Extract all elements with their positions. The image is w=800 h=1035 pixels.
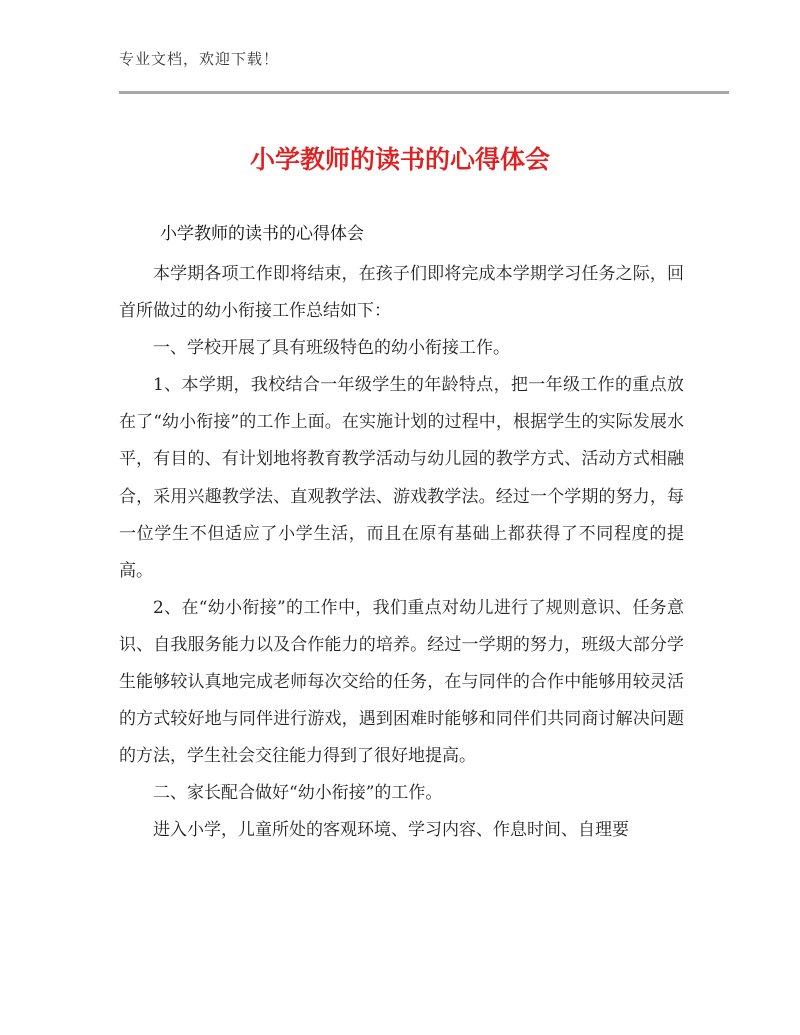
header-divider [119,91,729,94]
paragraph: 1、本学期，我校结合一年级学生的年龄特点，把一年级工作的重点放在了“幼小衔接”的工作上面。在实施计划的过程中，根据学生的实际发展水平，有目的、有计划地将教育教学活动与幼儿园的教学方式、活动方式相融合，采用兴趣教学法、直观教学法、游戏教学法。经过一个学期的努力，每一位学生不但适应了小学生活，而且在原有基础上都获得了不同程度的提高。 [119,375,684,581]
paragraph: 2、在“幼小衔接”的工作中，我们重点对幼儿进行了规则意识、任务意识、自我服务能力以及合作能力的培养。经过一学期的努力，班级大部分学生能够较认真地完成老师每次交给的任务，在与同伴的合作中能够用较灵活的方式较好地与同伴进行游戏，遇到困难时能够和同伴们共同商讨解决问题的方法，学生社会交往能力得到了很好地提高。 [119,597,684,767]
document-title: 小学教师的读书的心得体会 [249,145,550,174]
paragraph: 本学期各项工作即将结束，在孩子们即将完成本学期学习任务之际，回首所做过的幼小衔接工作总结如下： [119,264,684,322]
document-subtitle: 小学教师的读书的心得体会 [160,224,364,244]
paragraph: 进入小学，儿童所处的客观环境、学习内容、作息时间、自理要 [153,820,629,841]
document-body [119,256,684,850]
paragraph: 一、学校开展了具有班级特色的幼小衔接工作。 [153,338,510,359]
header-note: 专业文档，欢迎下载！ [119,50,280,68]
paragraph: 二、家长配合做好“幼小衔接”的工作。 [153,783,443,804]
